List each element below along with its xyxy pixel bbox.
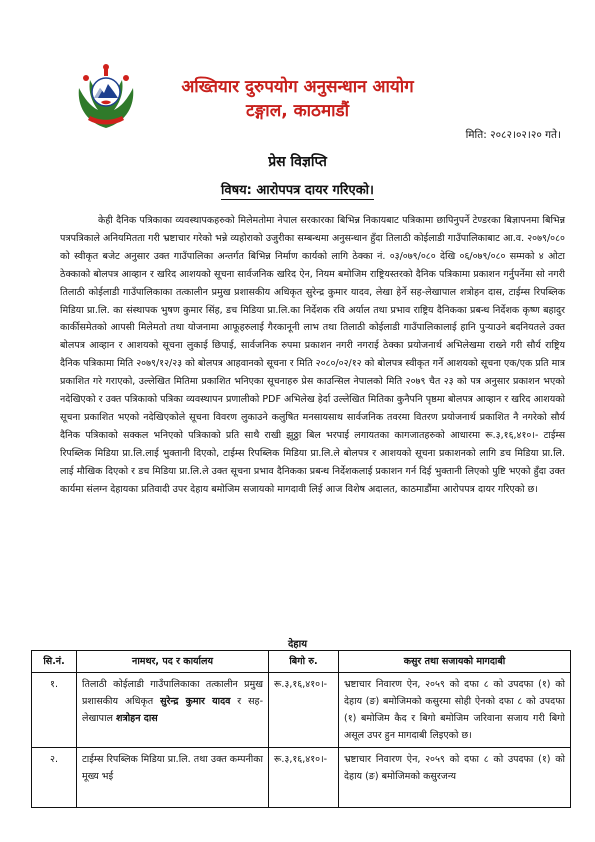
row-name-mid: र सह-लेखापाल <box>82 696 263 724</box>
org-name-line1: अख्तियार दुरुपयोग अनुसन्धान आयोग <box>181 77 414 97</box>
row-sn: १. <box>32 673 77 748</box>
accused-name-2: शत्रोहन दास <box>116 713 158 724</box>
body-paragraph: केही दैनिक पत्रिकाका व्यवस्थापकहरुको मिलेमतोमा नेपाल सरकारका बिभिन्न निकायबाट पत्रिकामा छापिनुपर्ने टेण्डरका बिज्ञापनमा बिभिन्न पत्रपत्रिकाले अनियमितता गरी भ्रष्टाचार गरेको भन्ने व्यहोराको उजुरीका सम्बन्धमा अनुसन्धान हुँदा तिलाठी कोईलाडी गाउँपालिकाबाट आ.व. २०७९/०८० को स्वीकृत बजेट अनुसार उक्त गाउँपालिका अन्तर्गत बिभिन्न निर्माण कार्यको लागि ठेक्का नं. ०३/०७९/०८० देखि ०६/०७९/०८० सम्मको ४ ओटा ठेक्काको बोलपत्र आव्हान र खरिद आशयको सूचना सार्वजनिक खरिद ऐन, नियम बमोजिम राष्ट्रियस्तरको दैनिक पत्रिकामा प्रकाशन गर्नुपर्नेमा सो नगरी तिलाठी कोईलाडी गाउँपालिकाका तत्कालीन प्रमुख प्रशासकीय अधिकृत सुरेन्द्र कुमार यादव, लेखा हेर्ने सह-लेखापाल शत्रोहन दास, टाईम्स रिपब्लिक मिडिया प्रा.लि. का संस्थापक भुषण कुमार सिंह, डच मिडिया प्रा.लि.का निर्देशक रवि अर्याल तथा प्रभाव राष्ट्रिय दैनिकका प्रबन्ध निर्देशक कृष्ण बहादुर कार्कीसमेतको आपसी मिलेमतो तथा योजनामा आफूहरुलाई गैरकानूनी लाभ तथा तिलाठी कोईलाडी गाउँपालिकालाई हानि पुऱ्याउने बदनियतले उक्त बोलपत्र आव्हान र आशयको सूचना लुकाई छिपाई, सार्वजनिक रुपमा प्रकाशन नगरी नगराई ठेक्का प्रयोजनार्थ अभिलेखमा राख्ने गरी सौर्य राष्ट्रिय दैनिक पत्रिकामा मिति २०७९/१२/२३ को बोलपत्र आहवानको सूचना र मिति २०८०/०२/१२ को बोलपत्र स्वीकृत गर्ने आशयको सूचना एक/एक प्रति मात्र प्रकाशित गरे गराएको, उल्लेखित मितिमा प्रकाशित भनिएका सूचनाहरु प्रेस काउन्सिल नेपालको मिति २०७९ चैत २३ को पत्र अनुसार प्रकाशन भएको नदेखिएको र उक्त पत्रिकाको पत्रिका व्यवस्थापन प्रणालीको PDF अभिलेख हेर्दा उल्लेखित मितिका कुनैपनि पृष्ठमा बोलपत्र आव्हान र खरिद आशयको सूचना प्रकाशित भएको नदेखिएकोले सूचना विवरण लुकाउने कलुषित मनसायसाथ सार्वजनिक तवरमा वितरण प्रयोजनार्थ प्रकाशित नै नगरेको सौर्य दैनिक पत्रिकाको सक्कल भनिएको पत्रिकाको प्रति साथै राखी झुठ्ठा बिल भरपाई लगायतका कागजातहरुको आधारमा रू.३,१६,४१०।- टाईम्स रिपब्लिक मिडिया प्रा.लि.लाई भुक्तानी दिएको, टाईम्स रिपब्लिक मिडिया प्रा.लि.ले बोलपत्र र आशयको सूचना प्रकाशनको लागि डच मिडिया प्रा.लि. लाई मौखिक दिएको र डच मिडिया प्रा.लि.ले उक्त सूचना प्रभाव दैनिकका प्रबन्ध निर्देशकलाई प्रकाशन गर्न दिई भुक्तानी लिएको पुष्टि भएको हुँदा उक्त कार्यमा संलग्न देहायका प्रतिवादी उपर देहाय बमोजिम सजायको मागदावी लिई आज विशेष अदालत, काठमाडौंमा आरोपपत्र दायर गरिएको छ। <box>60 215 565 495</box>
column-header-name: नामथर, पद र कार्यालय <box>77 651 269 673</box>
annex-title <box>0 636 595 650</box>
subject-text: विषय: आरोपपत्र दायर गरिएको। <box>221 183 374 198</box>
row-charge: भ्रष्टाचार निवारण ऐन, २०५९ को दफा ८ को उपदफा (१) को देहाय (ङ) बमोजिमको कसुरमा सोही ऐनको दफा ८ को उपदफा (१) बमोजिम कैद र बिगो बमोजिम जरिवाना सजाय गरी बिगो असूल उपर हुन मागदाबी लिइएको छ। <box>339 673 571 748</box>
subject-line <box>0 180 595 198</box>
accused-name-1: सुरेन्द्र कुमार यादव <box>160 696 231 707</box>
row-name <box>77 673 269 748</box>
row-amount: रू.३,१६,४१०।- <box>269 673 339 748</box>
row-amount: रू.३,१६,४१०।- <box>269 748 339 808</box>
column-header-charge: कसुर तथा सजायको मागदाबी <box>339 651 571 673</box>
document-date: मिति: २०८२।०२।२० गते। <box>465 129 561 141</box>
row-name-prefix: तिलाठी कोईलाडी गाउँपालिकाका तत्कालीन प्रमुख प्रशासकीय अधिकृत <box>82 679 263 707</box>
annex-title-text: देहाय <box>287 639 307 650</box>
row-sn: २. <box>32 748 77 808</box>
table-header-row <box>32 651 571 673</box>
column-header-amount: बिगो रु. <box>269 651 339 673</box>
page-title: प्रेस विज्ञप्ति <box>268 154 327 170</box>
row-name: टाईम्स रिपब्लिक मिडिया प्रा.लि. तथा उक्त कम्पनीका मूख्य भई <box>77 748 269 808</box>
annex-table <box>31 650 571 808</box>
table-row <box>32 748 571 808</box>
column-header-sn: सि.नं. <box>32 651 77 673</box>
row-charge: भ्रष्टाचार निवारण ऐन, २०५९ को दफा ८ को उपदफा (१) को देहाय (ङ) बमोजिमको कसुरजन्य <box>339 748 571 808</box>
table-row <box>32 673 571 748</box>
org-address: टङ्गाल, काठमाडौं <box>245 101 350 121</box>
